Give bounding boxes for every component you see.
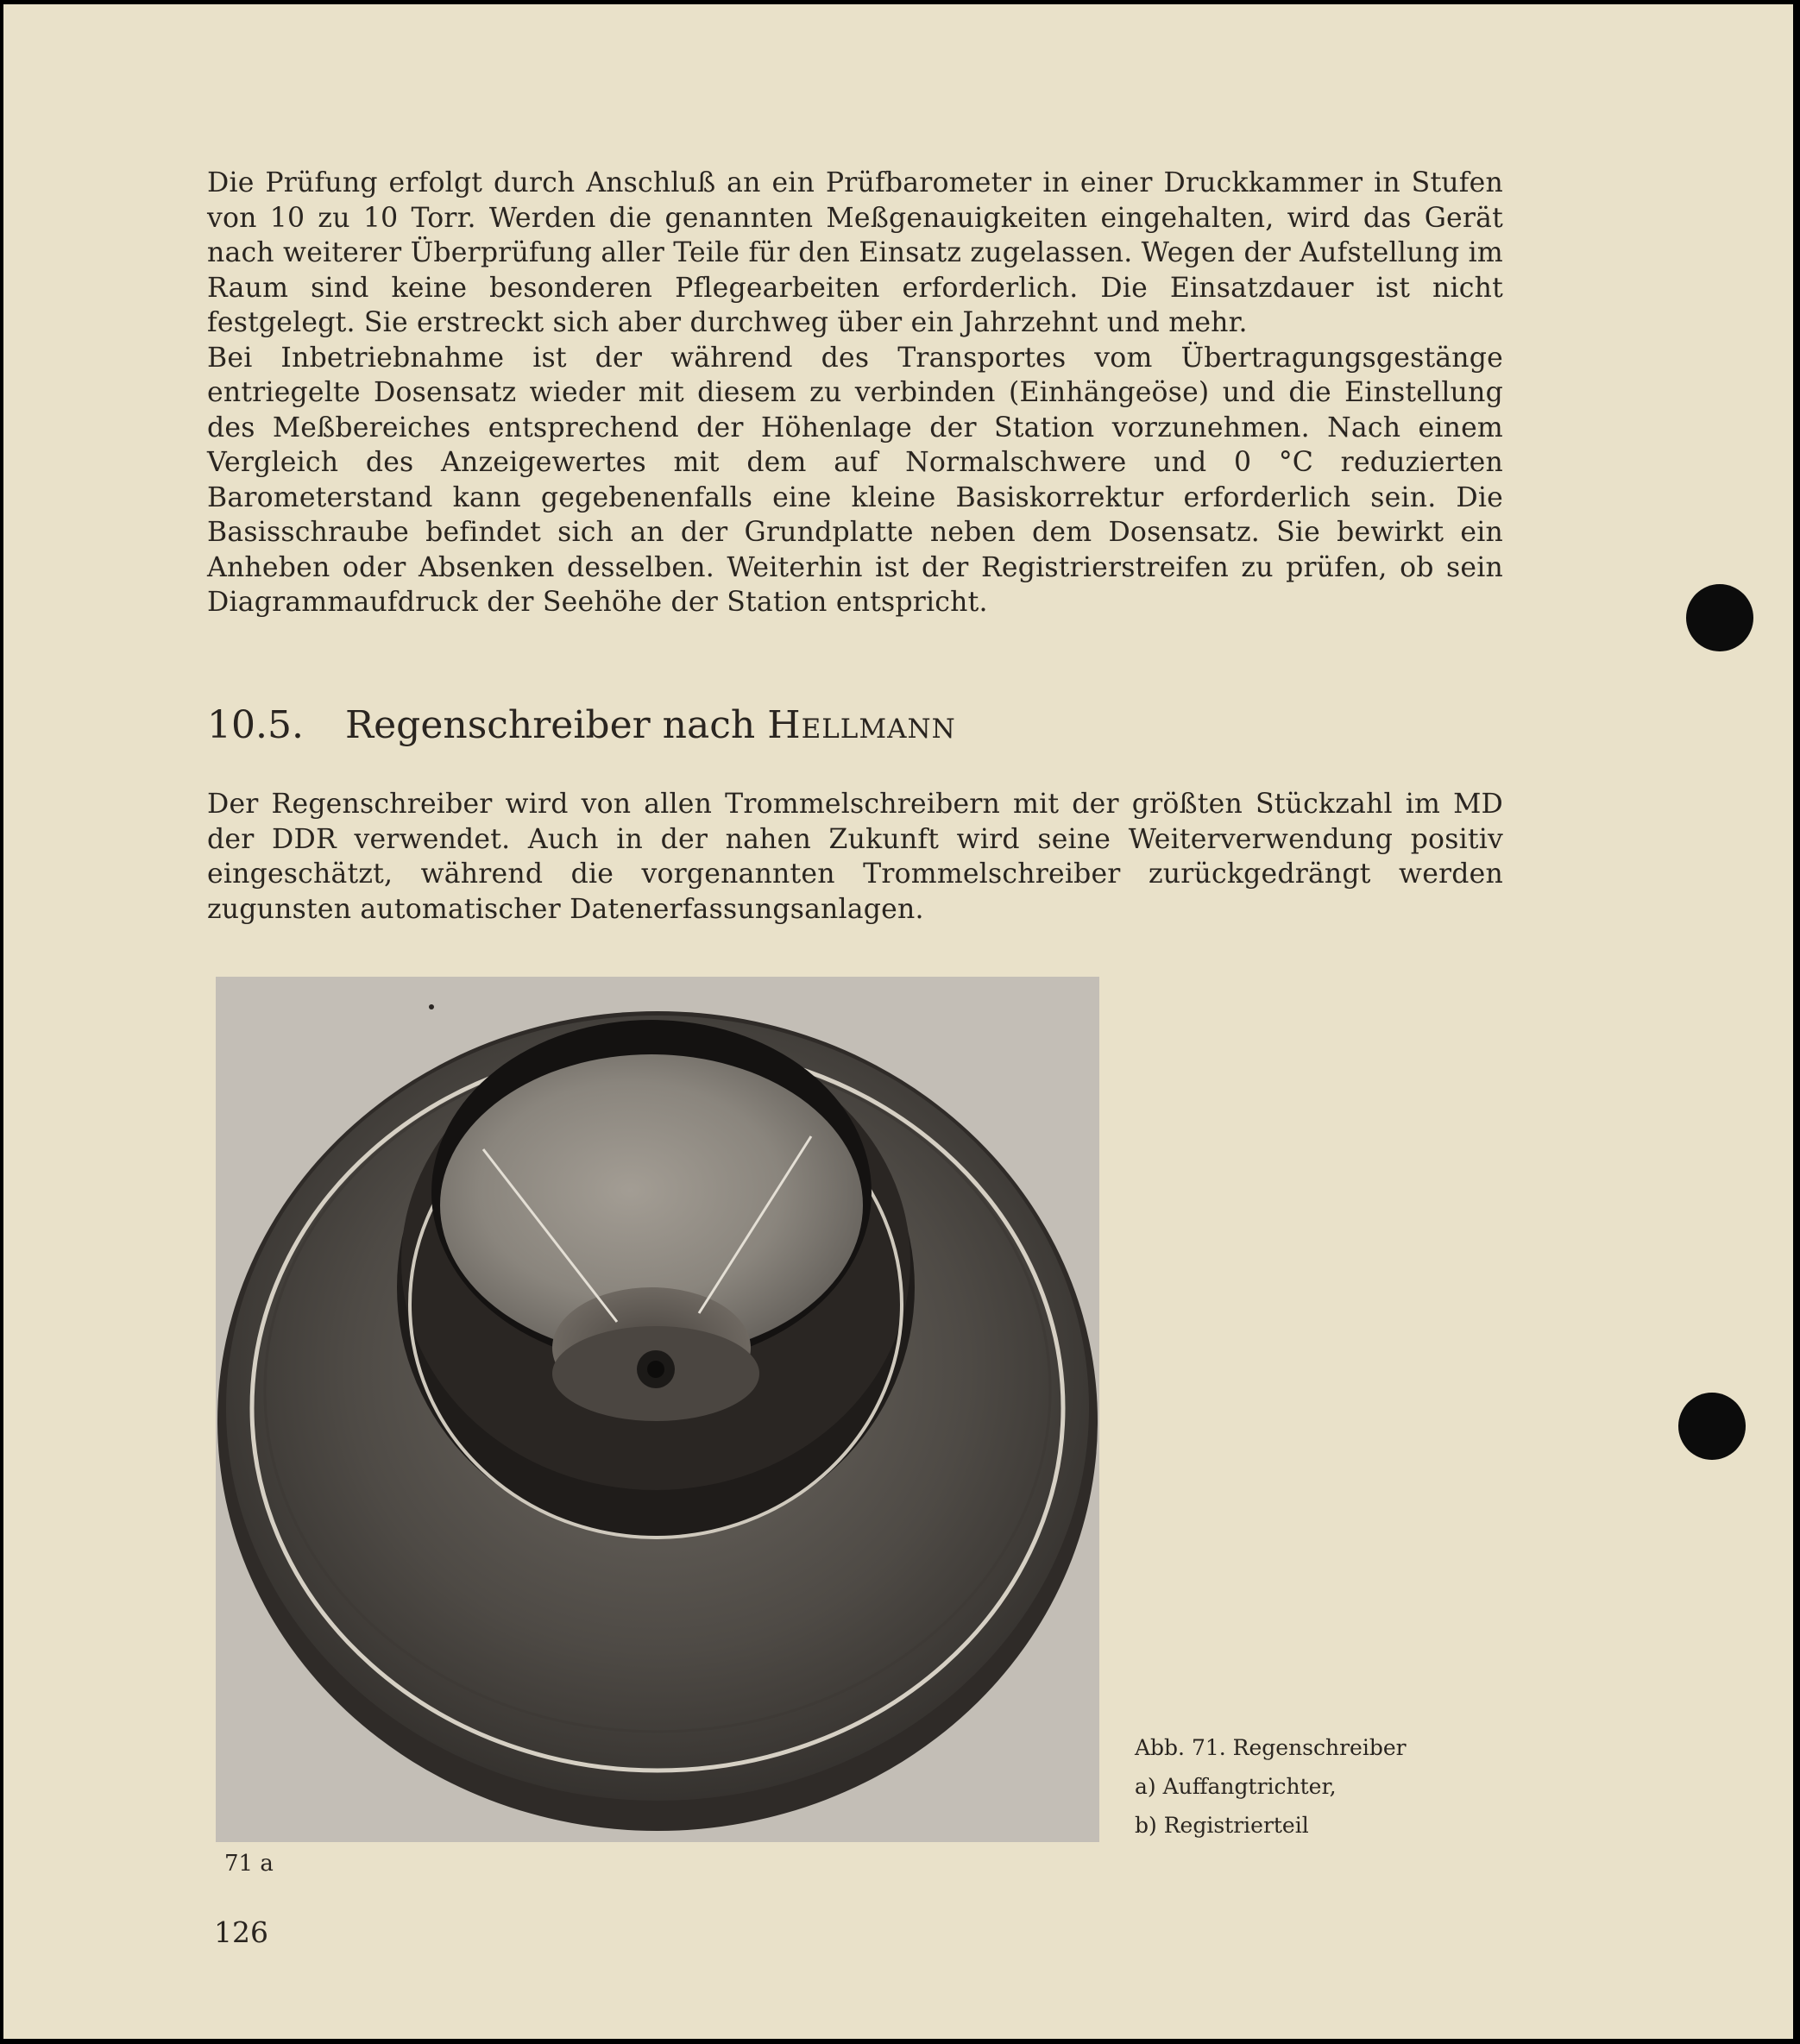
section-paragraph: Der Regenschreiber wird von allen Trommelschreibern mit der größten Stückzahl im MD der DDR verwendet. Auch in der nahen Zukunft wird seine Weiterverwendung positiv eingeschätzt, während die vorgenannten Trommelschreiber zurückgedrängt werden zugunsten automatischer Datenerfassungsanlagen. [207, 789, 1503, 925]
page-number: 126 [214, 1915, 268, 1949]
caption-item-b: b) Registrierteil [1135, 1813, 1309, 1838]
section-author: Hellmann [767, 703, 956, 747]
rain-gauge-illustration [216, 977, 1099, 1842]
figure-label: 71 a [224, 1851, 274, 1877]
figure-photo-rain-gauge-funnel [216, 977, 1099, 1842]
caption-item-a: a) Auffangtrichter, [1135, 1774, 1337, 1799]
section-title: Regenschreiber nach [345, 703, 756, 747]
punch-hole [1678, 1393, 1746, 1460]
book-page [3, 4, 1793, 2039]
figure-caption [1135, 1728, 1407, 1845]
section-number: 10.5. [207, 703, 304, 747]
section-heading [207, 701, 956, 750]
caption-title: Abb. 71. Regenschreiber [1135, 1735, 1407, 1760]
body-text [207, 166, 1503, 620]
punch-hole [1686, 584, 1753, 651]
section-body [207, 787, 1503, 927]
paragraph-1: Die Prüfung erfolgt durch Anschluß an ein Prüfbarometer in einer Druckkammer in Stufen von 10 zu 10 Torr. Werden die genannten Meßgenauigkeiten eingehalten, wird das Gerät nach weiterer Überprüfung aller Teile für den Einsatz zugelassen. Wegen der Aufstellung im Raum sind keine besonderen Pflegearbeiten erforderlich. Die Einsatzdauer ist nicht festgelegt. Sie erstreckt sich aber durchweg über ein Jahrzehnt und mehr. [207, 167, 1503, 338]
paragraph-2: Bei Inbetriebnahme ist der während des Transportes vom Übertragungsgestänge entriegelte Dosensatz wieder mit diesem zu verbinden (Einhängeöse) und die Einstellung des Meßbereiches entsprechend der Höhenlage der Station vorzunehmen. Nach einem Vergleich des Anzeigewertes mit dem auf Normalschwere und 0 °C reduzierten Barometerstand kann gegebenenfalls eine kleine Basiskorrektur erforderlich sein. Die Basisschraube befindet sich an der Grundplatte neben dem Dosensatz. Sie bewirkt ein Anheben oder Absenken desselben. Weiterhin ist der Registrierstreifen zu prüfen, ob sein Diagrammaufdruck der Seehöhe der Station entspricht. [207, 342, 1503, 618]
